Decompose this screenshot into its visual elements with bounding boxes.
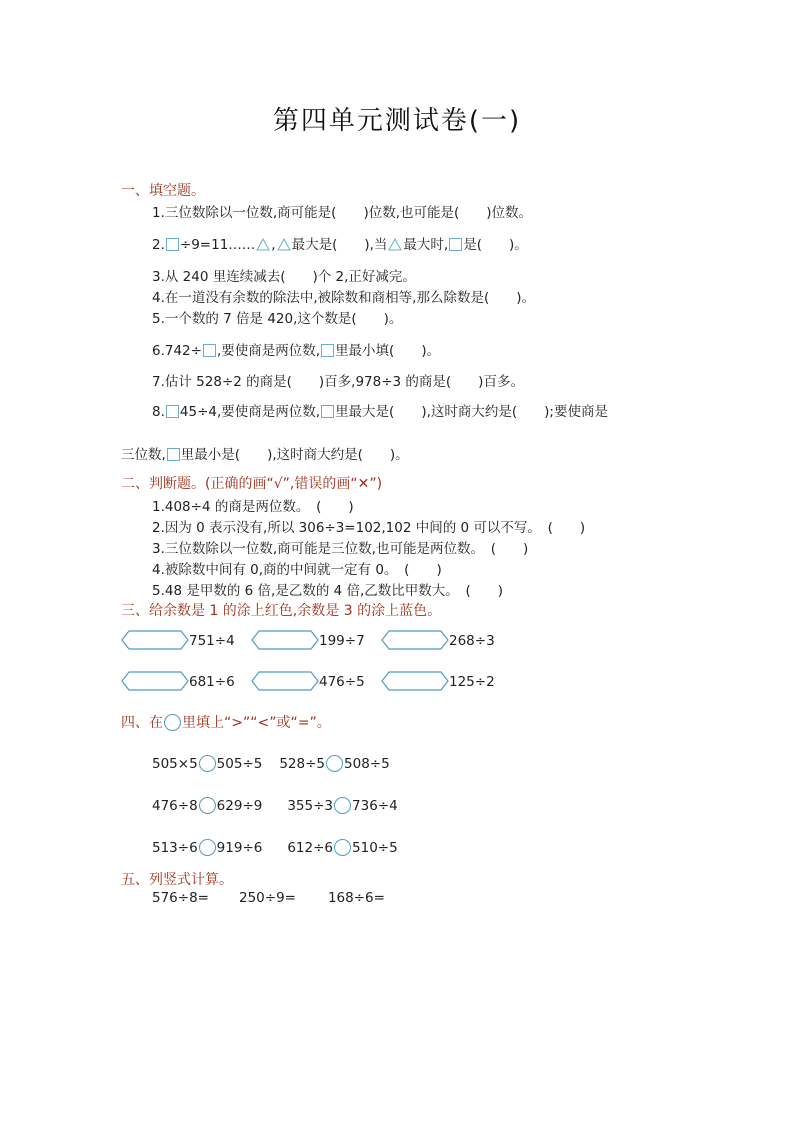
compare-left: 528÷5 [279,756,326,772]
circle-icon[interactable] [199,755,216,772]
compare-right: 508÷5 [344,756,390,772]
judge-item-5: 5.48 是甲数的 6 倍,是乙数的 4 倍,乙数比甲数大。 ( ) [152,583,504,599]
page-title: 第四单元测试卷(一) [272,106,522,136]
box-icon [167,448,180,461]
question-1-5: 5.一个数的 7 倍是 420,这个数是( )。 [152,311,403,327]
compare-left: 505×5 [152,756,198,772]
section-1-heading: 一、填空题。 [121,183,205,199]
q2-text-d: 最大是( ),当 [291,237,388,253]
hexagon-icon[interactable] [121,630,189,650]
compare-row-2 [152,797,398,814]
judge-item-1: 1.408÷4 的商是两位数。 ( ) [152,499,354,515]
box-icon [321,344,334,357]
circle-icon[interactable] [199,797,216,814]
judge-item-3: 3.三位数除以一位数,商可能是三位数,也可能是两位数。 ( ) [152,541,529,557]
box-icon [166,405,179,418]
compare-row-1 [152,755,390,772]
hexagon-icon[interactable] [121,671,189,691]
judge-item-4: 4.被除数中间有 0,商的中间就一定有 0。 ( ) [152,562,442,578]
q8b-text-b: 里最小是( ),这时商大约是( )。 [180,447,409,463]
section-4-heading-a: 四、在 [121,715,163,731]
q2-text-e: 最大时, [403,237,449,253]
calc-item: 168÷6= [327,890,385,906]
question-1-8 [152,400,608,420]
section-4-heading [121,712,331,732]
hexagon-icon[interactable] [381,671,449,691]
circle-icon[interactable] [326,755,343,772]
triangle-icon [388,238,402,251]
section-5-heading: 五、列竖式计算。 [121,872,233,888]
q2-text-b: ÷9=11…… [179,237,256,253]
circle-icon[interactable] [334,839,351,856]
coloring-expr: 199÷7 [319,633,365,649]
compare-right: 505÷5 [216,756,263,772]
compare-right: 919÷6 [216,840,263,856]
triangle-icon [256,238,270,251]
question-1-3: 3.从 240 里连续减去( )个 2,正好减完。 [152,269,416,285]
compare-row-3 [152,839,398,856]
box-icon [203,344,216,357]
coloring-expr: 681÷6 [189,674,235,690]
box-icon [321,405,334,418]
q2-text-c: , [271,237,276,253]
coloring-expr: 751÷4 [189,633,235,649]
hexagon-icon[interactable] [251,630,319,650]
question-1-1: 1.三位数除以一位数,商可能是( )位数,也可能是( )位数。 [152,205,533,221]
q8b-text-a: 三位数, [121,447,166,463]
q6-text-b: ,要使商是两位数, [216,343,321,359]
question-1-2 [152,233,528,253]
q2-text-f: 是( )。 [463,237,528,253]
coloring-expr: 125÷2 [449,674,495,690]
q8-text-c: 里最大是( ),这时商大约是( );要使商是 [335,404,608,420]
q2-text-a: 2. [152,237,165,253]
compare-right: 629÷9 [216,798,263,814]
q8-text-b: 45÷4,要使商是两位数, [179,404,321,420]
question-1-7: 7.估计 528÷2 的商是( )百多,978÷3 的商是( )百多。 [152,374,524,390]
compare-left: 476÷8 [152,798,198,814]
coloring-expr: 268÷3 [449,633,495,649]
coloring-row-1 [121,630,511,650]
calc-item: 576÷8= [152,890,209,906]
question-1-6 [152,339,440,359]
coloring-row-2 [121,671,511,691]
circle-icon[interactable] [334,797,351,814]
q6-text-a: 6.742÷ [152,343,202,359]
hexagon-icon[interactable] [251,671,319,691]
circle-icon[interactable] [199,839,216,856]
compare-left: 513÷6 [152,840,198,856]
section-3-heading: 三、给余数是 1 的涂上红色,余数是 3 的涂上蓝色。 [121,603,442,619]
triangle-icon [277,238,291,251]
question-1-8-continued [121,443,409,463]
compare-left: 355÷3 [287,798,334,814]
question-1-4: 4.在一道没有余数的除法中,被除数和商相等,那么除数是( )。 [152,290,535,306]
q6-text-c: 里最小填( )。 [335,343,441,359]
compare-left: 612÷6 [287,840,334,856]
compare-right: 736÷4 [352,798,398,814]
box-icon [166,238,179,251]
judge-item-2: 2.因为 0 表示没有,所以 306÷3=102,102 中间的 0 可以不写。 ( ) [152,520,586,536]
coloring-expr: 476÷5 [319,674,365,690]
section-2-heading: 二、判断题。(正确的画“√”,错误的画“✕”) [121,476,383,492]
q8-text-a: 8. [152,404,165,420]
box-icon [449,238,462,251]
hexagon-icon[interactable] [381,630,449,650]
section-4-heading-b: 里填上“>”“<”或“=”。 [182,715,331,731]
circle-icon [164,714,181,731]
vertical-calc-row [152,890,385,906]
calc-item: 250÷9= [238,890,296,906]
compare-right: 510÷5 [352,840,398,856]
